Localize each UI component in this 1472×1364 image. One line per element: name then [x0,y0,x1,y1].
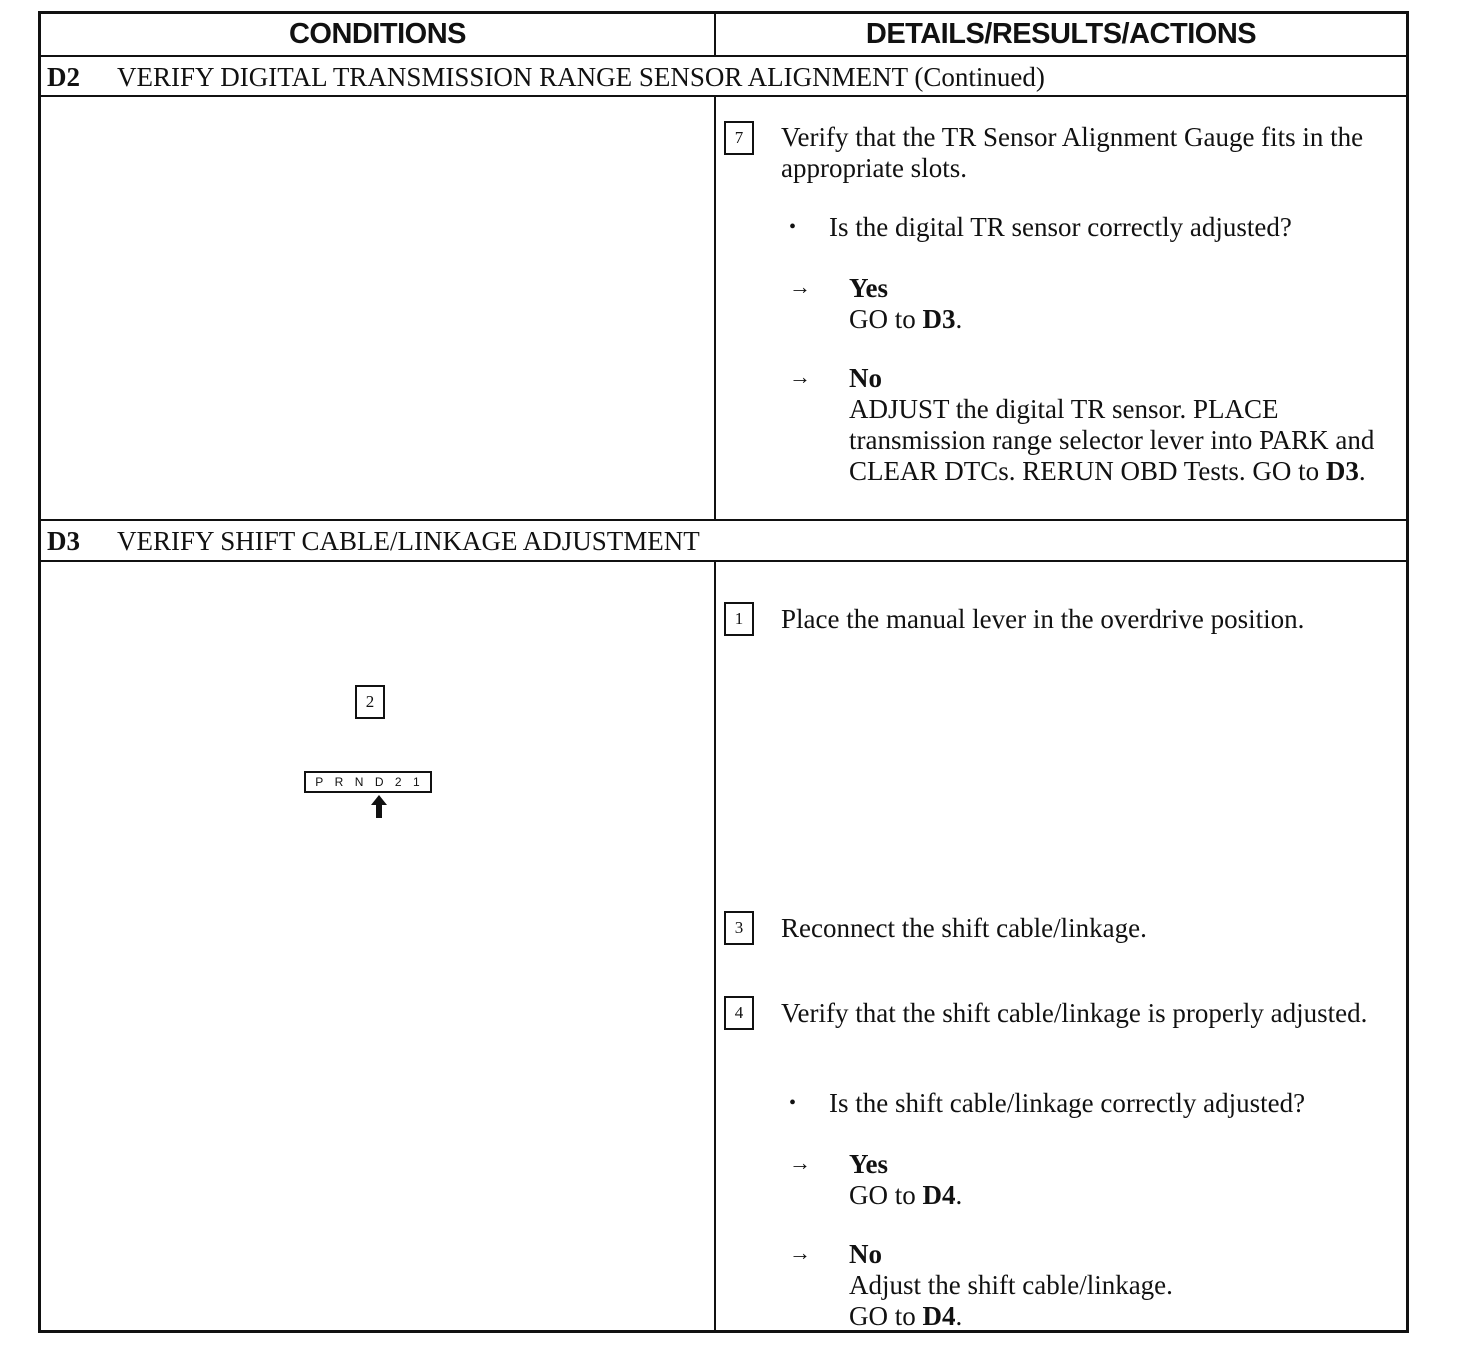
yes-label: Yes [849,273,888,303]
gear-position: D [374,775,385,789]
question-text: Is the shift cable/linkage correctly adjusted? [829,1088,1306,1118]
no-branch [849,363,1394,487]
question-text: Is the digital TR sensor correctly adjusted? [829,212,1292,242]
d3-column-divider [714,560,716,1330]
bullet-icon: • [789,1092,797,1114]
step-number-box: 4 [724,996,754,1030]
no-branch [849,1239,1389,1332]
arrow-up-icon [370,795,388,819]
step-number-box: 3 [724,911,754,945]
gear-position: 1 [413,775,421,789]
conditions-header: CONDITIONS [288,18,467,50]
step-text: Verify that the shift cable/linkage is properly adjusted. [781,998,1368,1028]
yes-label: Yes [849,1149,888,1179]
no-action: GO to D4. [849,1301,963,1331]
step-number-box: 1 [724,602,754,636]
gear-position: N [354,775,365,789]
yes-action: GO to D4. [849,1180,963,1210]
gear-selector-indicator [304,771,432,793]
arrow-right-icon: → [789,1150,811,1175]
arrow-right-icon: → [789,274,811,299]
yes-branch [849,273,1389,335]
gear-position: R [334,775,345,789]
step-text: Place the manual lever in the overdrive position. [781,604,1305,634]
no-action-line1: Adjust the shift cable/linkage. [849,1270,1173,1300]
details-header: DETAILS/RESULTS/ACTIONS [865,18,1257,50]
arrow-right-icon: → [789,364,811,389]
section-title: VERIFY SHIFT CABLE/LINKAGE ADJUSTMENT [117,526,700,556]
d2-column-divider [714,95,716,519]
step-text: Verify that the TR Sensor Alignment Gauge fits in the appropriate slots. [781,122,1364,183]
section-d3-title [47,521,700,561]
arrow-right-icon: → [789,1240,811,1265]
yes-action: GO to D3. [849,304,963,334]
no-label: No [849,1239,882,1269]
gear-position: P [315,775,325,789]
troubleshooting-table [38,11,1409,1333]
bullet-icon: • [789,216,797,238]
step-number-box: 7 [724,121,754,155]
gear-position: 2 [394,775,403,789]
no-action: ADJUST the digital TR sensor. PLACE transmission range selector lever into PARK and CLEAR DTCs. RERUN OBD Tests. GO to D3. [849,394,1375,486]
section-d2-title [47,57,1045,97]
section-code: D2 [47,62,80,92]
section-code: D3 [47,526,80,556]
yes-branch [849,1149,1389,1211]
step-text: Reconnect the shift cable/linkage. [781,913,1147,943]
step-number-box: 2 [355,685,385,719]
section-title: VERIFY DIGITAL TRANSMISSION RANGE SENSOR ALIGNMENT (Continued) [117,62,1045,92]
no-label: No [849,363,882,393]
